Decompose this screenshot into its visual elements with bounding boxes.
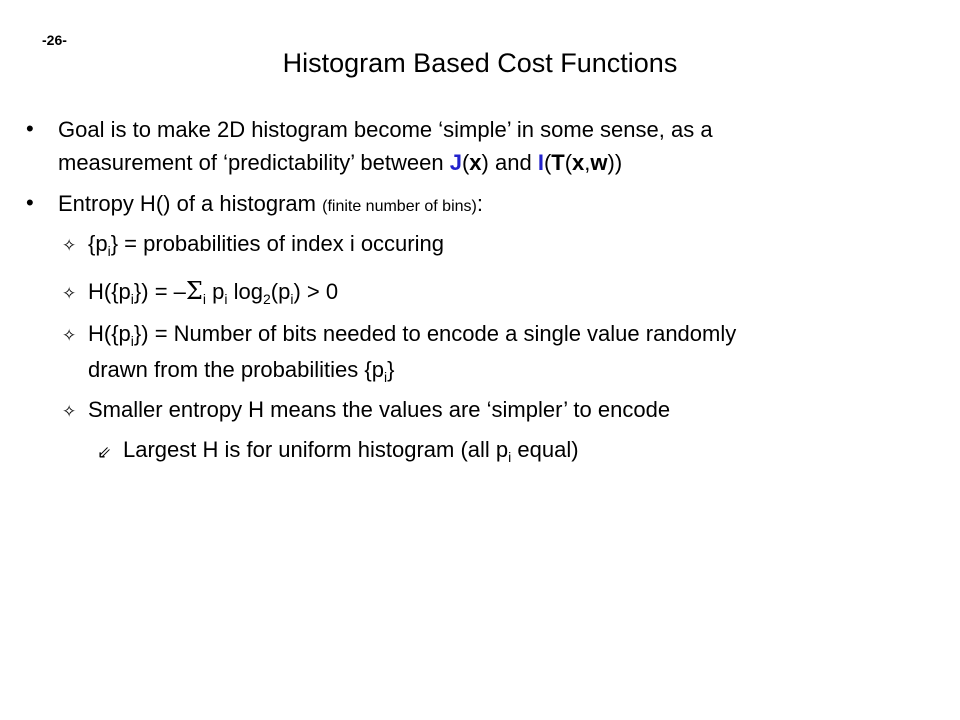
subsub-largest-h: Largest H is for uniform histogram (all $p_i$ equal) bbox=[123, 437, 579, 465]
bullet-entropy: Entropy H() of a histogram (finite number of bins): bbox=[58, 191, 483, 216]
bullet-goal-line1: Goal is to make 2D histogram become ‘simple’ in some sense, as a bbox=[58, 117, 713, 142]
sub-smaller-entropy: Smaller entropy H means the values are ‘simpler’ to encode bbox=[88, 397, 671, 422]
sub-entropy-formula: $H(\{p_i\}) = -\Sigma_i$ $p_i$ $\log_2(p_i) > 0$ bbox=[88, 277, 339, 307]
diamond-icon: ✧ bbox=[62, 402, 77, 421]
diamond-icon: ✧ bbox=[62, 236, 77, 255]
bullet-goal bbox=[58, 113, 713, 179]
arrow-icon: ⇙ bbox=[97, 443, 112, 462]
sub-probabilities: $\{p_i\}$ = probabilities of index i occuring bbox=[88, 231, 444, 259]
sub-bits-needed: $H(\{p_i\})$ = Number of bits needed to encode a single value randomly drawn from the probabilities $\{p_i\}$ bbox=[88, 321, 737, 385]
diamond-icon: ✧ bbox=[62, 326, 77, 345]
diamond-icon: ✧ bbox=[62, 284, 77, 303]
bullet-icon: • bbox=[26, 116, 34, 141]
bullet-icon: • bbox=[26, 190, 34, 215]
bullet-goal-line2: measurement of ‘predictability’ between J(x) and I(T(x,w)) bbox=[58, 150, 623, 175]
slide-title: Histogram Based Cost Functions bbox=[282, 48, 678, 78]
page-number: -26- bbox=[42, 32, 67, 48]
